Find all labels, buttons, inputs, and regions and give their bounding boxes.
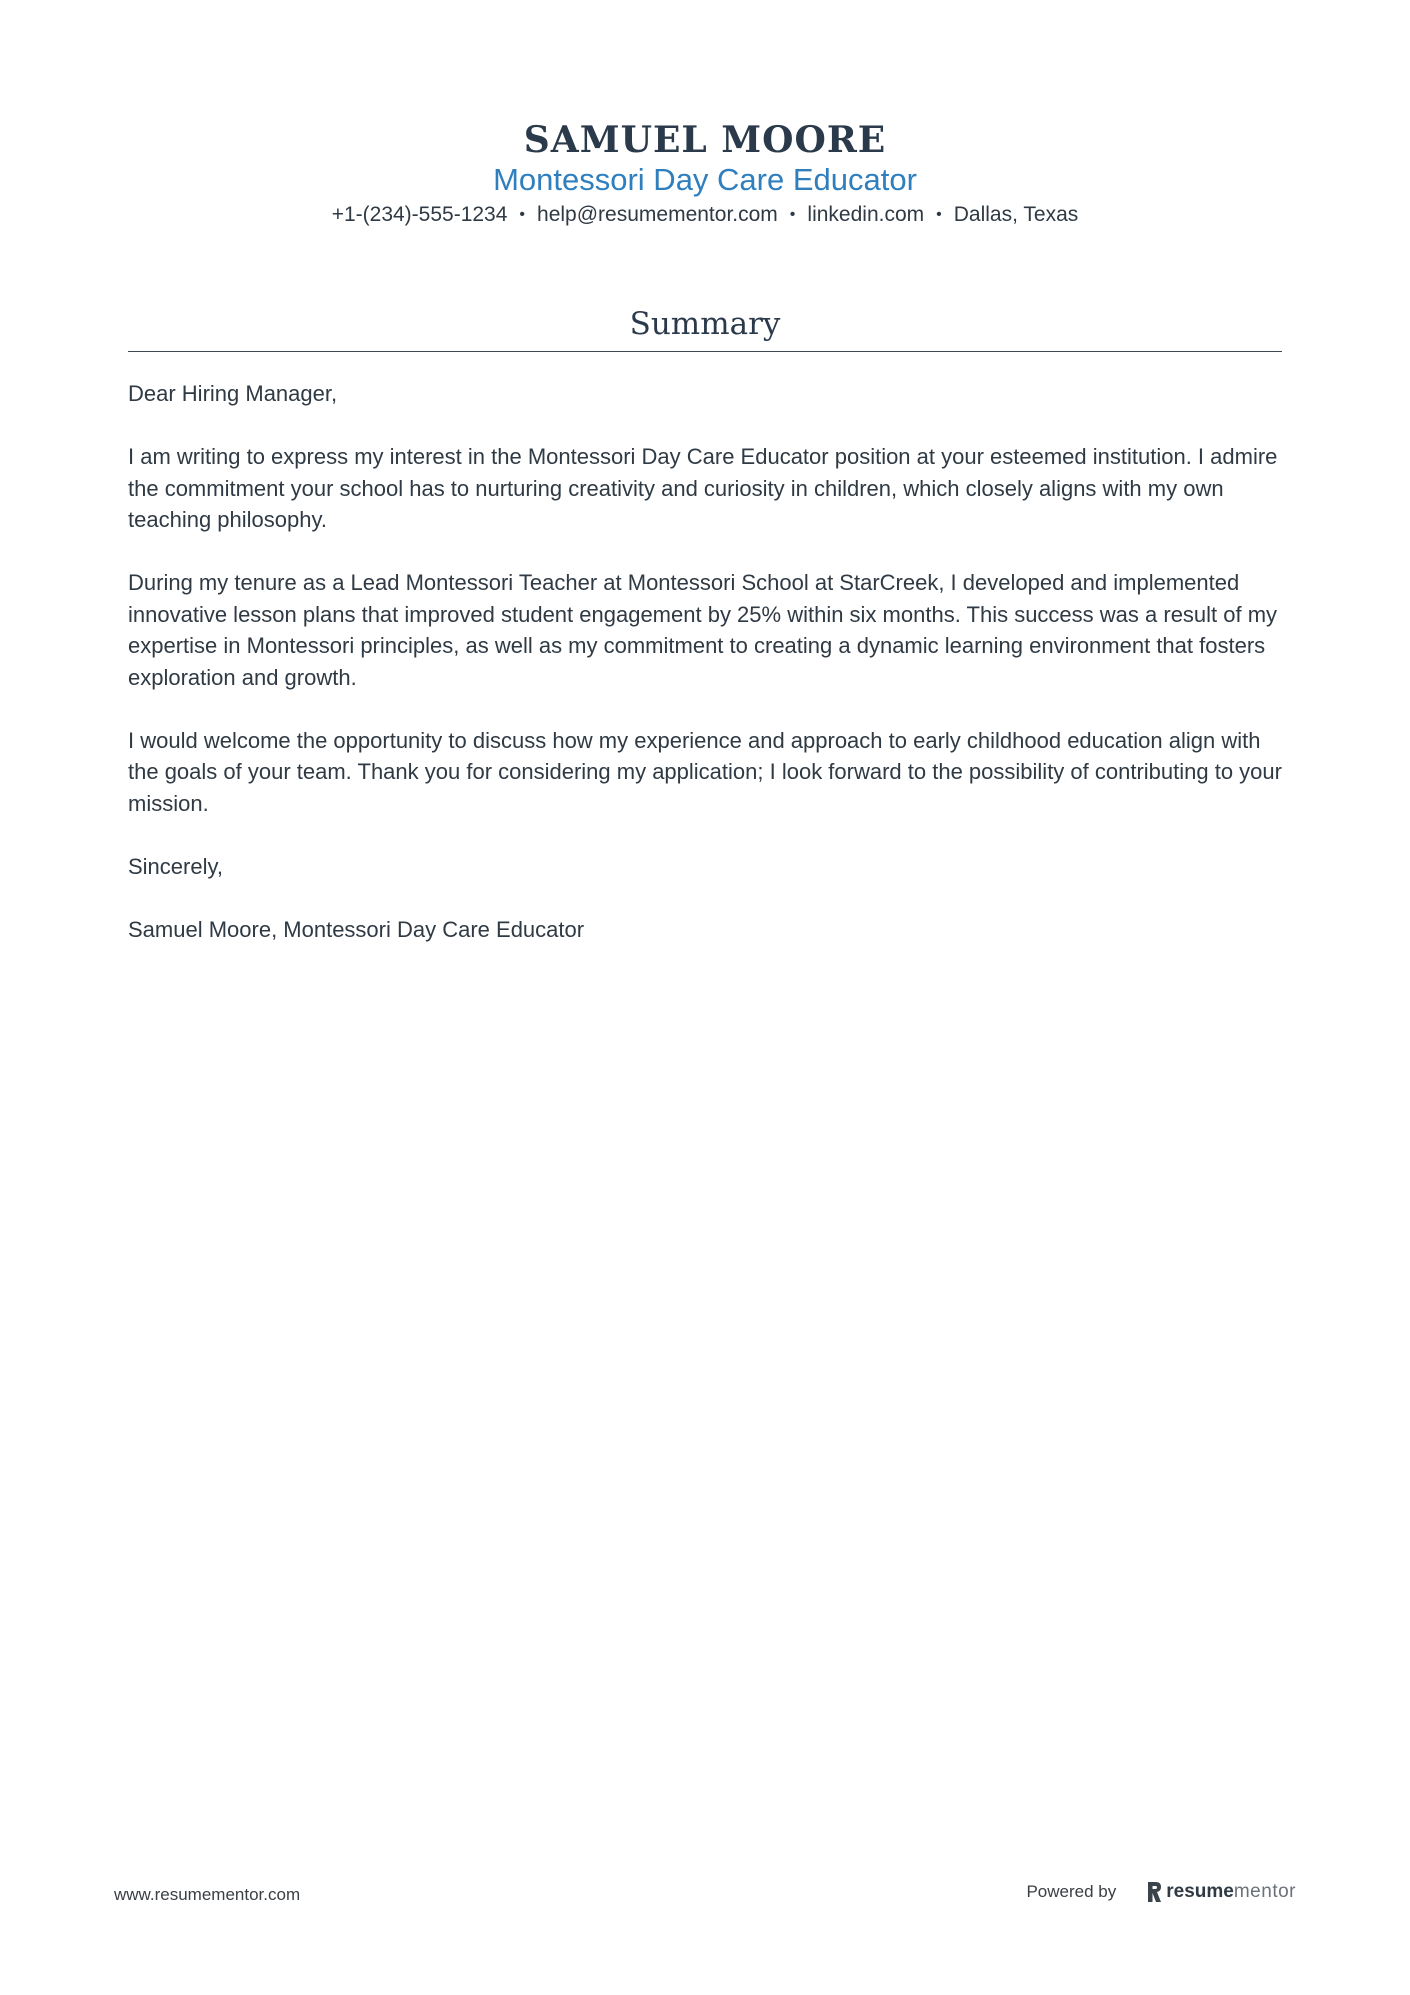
contact-separator: • <box>936 206 942 223</box>
letter-paragraph: During my tenure as a Lead Montessori Teacher at Montessori School at StarCreek, I developed and implemented innovative lesson plans that improved student engagement by 25% within six months. This success was a result of my expertise in Montessori principles, as well as my commitment to creating a dynamic learning environment that fosters exploration and growth. <box>128 570 1278 690</box>
section-divider <box>128 351 1282 352</box>
applicant-name: SAMUEL MOORE <box>523 119 887 161</box>
letter-greeting: Dear Hiring Manager, <box>128 381 338 406</box>
contact-phone: +1-(234)-555-1234 <box>331 203 508 226</box>
letter-paragraph: I would welcome the opportunity to discuss how my experience and approach to early childhood education align with the goals of your team. Thank you for considering my application; I look forward to the possibility of contributing to your mission. <box>128 727 1282 816</box>
brand-name-part1: resume <box>1166 1881 1234 1902</box>
resumementor-logo-icon <box>1146 1881 1162 1903</box>
brand-logo[interactable] <box>1146 1880 1296 1904</box>
contact-linkedin[interactable]: linkedin.com <box>807 203 925 226</box>
contact-email[interactable]: help@resumementor.com <box>537 203 778 226</box>
letter-signature: Samuel Moore, Montessori Day Care Educator <box>128 916 585 942</box>
letter-body <box>128 378 1282 977</box>
letter-closing: Sincerely, <box>128 853 223 879</box>
section-heading-summary: Summary <box>629 306 781 342</box>
contact-separator: • <box>789 206 796 223</box>
letter-paragraph: I am writing to express my interest in the Montessori Day Care Educator position at your esteemed institution. I admire the commitment your school has to nurturing creativity and curiosity in children, which closely aligns with my own teaching philosophy. <box>128 444 1278 532</box>
contact-line <box>0 201 1410 229</box>
footer-branding <box>1026 1880 1296 1904</box>
applicant-job-title: Montessori Day Care Educator <box>493 162 917 197</box>
powered-by-label: Powered by <box>1026 1882 1117 1901</box>
footer-website[interactable]: www.resumementor.com <box>114 1885 301 1904</box>
brand-name-part2: mentor <box>1233 1881 1296 1902</box>
letter-header <box>0 117 1410 229</box>
contact-location: Dallas, Texas <box>953 203 1079 226</box>
contact-separator: • <box>519 206 526 223</box>
